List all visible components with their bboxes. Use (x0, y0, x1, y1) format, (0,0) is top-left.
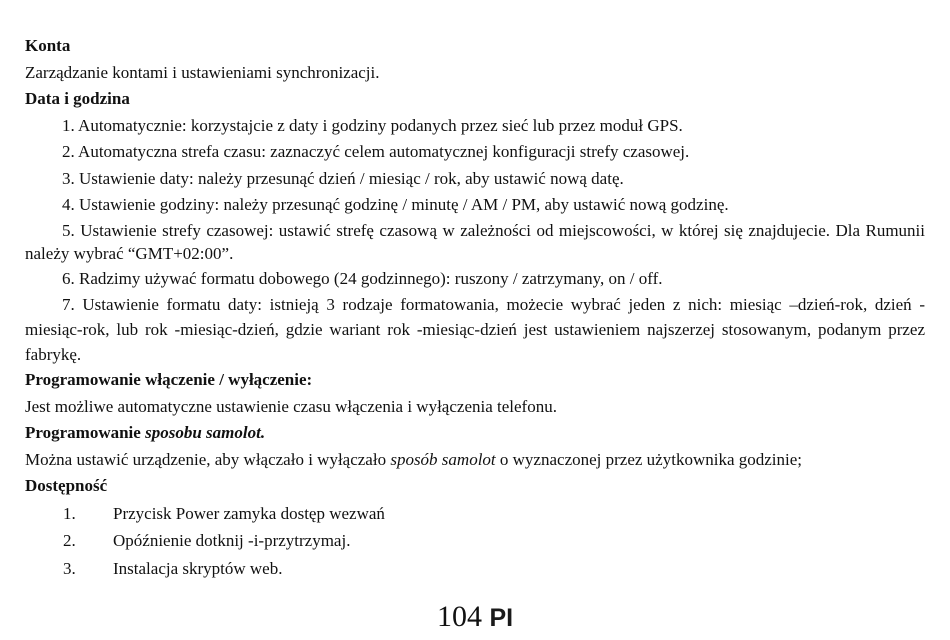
heading-programowanie-samolot (25, 420, 925, 447)
page-footer (0, 598, 950, 637)
dostepnosc-item-text: Opóźnienie dotknij -i-przytrzymaj. (113, 531, 351, 550)
dostepnosc-item-number: 2. (63, 531, 76, 550)
heading-konta: Konta (25, 36, 71, 55)
dostepnosc-item-text: Przycisk Power zamyka dostęp wezwań (113, 503, 385, 523)
data-godzina-item-7: 7. Ustawienie formatu daty: istnieją 3 rodzaje formatowania, możecie wybrać jeden z nich: miesiąc –dzień-rok, dzień -miesiąc-rok, lub rok -miesiąc-dzień, gdzie wariant rok -miesiąc-dzień jest ustawieniem najszerzej stosowanym, podanym przez fabrykę. (25, 295, 925, 364)
samolot-text-italic: sposób samolot (390, 449, 496, 469)
heading-samolot-italic: sposobu samolot. (145, 423, 266, 442)
data-godzina-item-1: 1. Automatycznie: korzystajcie z daty i godziny podanych przez sieć lub przez moduł GPS. (62, 115, 683, 135)
data-godzina-item-5: 5. Ustawienie strefy czasowej: ustawić strefę czasową w zależności od miejscowości, w której się znajdujecie. Dla Rumunii należy wybrać “GMT+02:00”. (25, 220, 925, 263)
dostepnosc-item (25, 527, 925, 555)
konta-text: Zarządzanie kontami i ustawieniami synchronizacji. (25, 62, 380, 82)
data-godzina-item-2: 2. Automatyczna strefa czasu: zaznaczyć celem automatycznej konfiguracji strefy czasowej. (62, 142, 690, 161)
data-godzina-item-6: 6. Radzimy używać formatu dobowego (24 godzinnego): ruszony / zatrzymany, on / off. (62, 268, 663, 288)
data-godzina-item-3: 3. Ustawienie daty: należy przesunąć dzień / miesiąc / rok, aby ustawić nową datę. (62, 168, 624, 188)
heading-dostepnosc: Dostępność (25, 476, 108, 495)
samolot-text-after: o wyznaczonej przez użytkownika godzinie; (495, 449, 803, 469)
dostepnosc-item-text: Instalacja skryptów web. (113, 558, 283, 578)
page-content (25, 33, 925, 582)
samolot-text-before: Można ustawić urządzenie, aby włączało i wyłączało (25, 449, 391, 469)
dostepnosc-item (25, 555, 925, 583)
dostepnosc-item-number: 1. (63, 503, 76, 523)
page-number: 104 (436, 600, 482, 633)
dostepnosc-item-number: 3. (63, 558, 76, 578)
data-godzina-item-4: 4. Ustawienie godziny: należy przesunąć godzinę / minutę / AM / PM, aby ustawić nową godzinę. (62, 195, 729, 214)
dostepnosc-item (25, 500, 925, 528)
heading-samolot-prefix: Programowanie (25, 423, 146, 442)
heading-data-godzina: Data i godzina (25, 89, 130, 108)
programowanie-wlaczenie-text: Jest możliwe automatyczne ustawienie czasu włączenia i wyłączenia telefonu. (25, 396, 557, 416)
language-code: PI (489, 604, 514, 632)
programowanie-samolot-text (25, 447, 925, 474)
heading-programowanie-wlaczenie: Programowanie włączenie / wyłączenie: (25, 370, 313, 389)
